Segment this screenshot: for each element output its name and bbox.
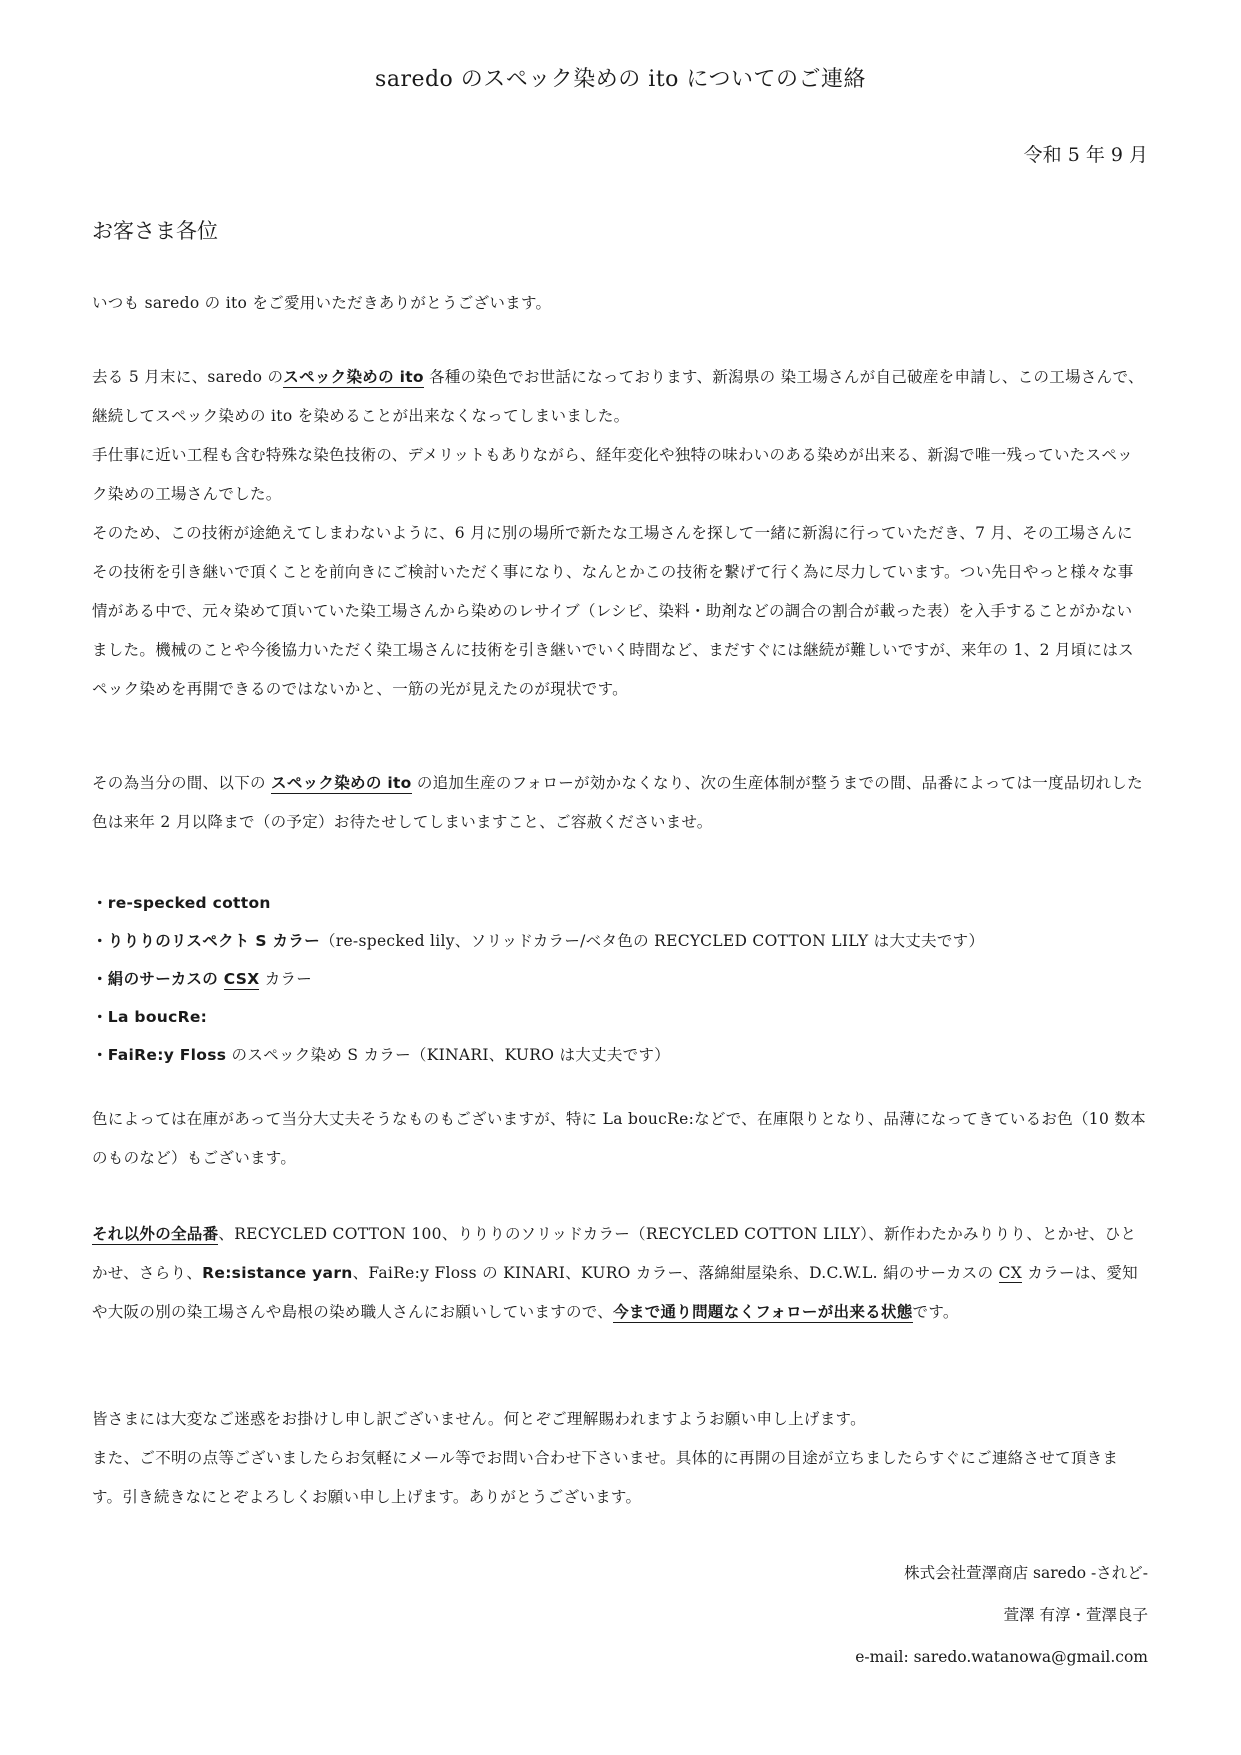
- list-item-3-rest: カラー: [259, 970, 313, 988]
- list-item-2-bold: ・りりりのリスペクト S カラー: [92, 932, 320, 950]
- list-item: [92, 884, 1148, 922]
- signature-names: 萱澤 有淳・萱澤良子: [1003, 1606, 1148, 1624]
- paragraph-stock-text: 色によっては在庫があって当分大丈夫そうなものもございますが、特に La boucRe:などで、在庫限りとなり、品薄になってきているお色（10 数本のものなど）もございます。: [92, 1110, 1146, 1167]
- document-date: 令和 5 年 9 月: [1023, 144, 1148, 166]
- closing-line1: 皆さまには大変なご迷惑をお掛けし申し訳ございません。何とぞご理解賜われますようお願い申し上げます。: [92, 1410, 866, 1428]
- paragraph-other-products: [92, 1215, 1148, 1332]
- list-item-5-rest: のスペック染め S カラー（KINARI、KURO は大丈夫です）: [226, 1046, 671, 1064]
- paragraph-other-products-text: [92, 1215, 1148, 1332]
- paragraph-closing: [92, 1400, 1148, 1517]
- paragraph-notice: [92, 764, 1148, 842]
- paragraph-announcement: [92, 358, 1148, 709]
- list-item-3-bold: ・絹のサーカスの: [92, 970, 224, 988]
- para4-highlight1: それ以外の全品番: [92, 1225, 219, 1243]
- para4-cx: CX: [998, 1264, 1023, 1282]
- salutation: お客さま各位: [92, 219, 218, 243]
- paragraph-announcement-line2: 手仕事に近い工程も含む特殊な染色技術の、デメリットもありながら、経年変化や独特の味わいのある染めが出来る、新潟で唯一残っていたスペック染めの工場さんでした。: [92, 446, 1133, 503]
- list-item: [92, 998, 1148, 1036]
- para1-highlight: スペック染めの ito: [283, 368, 424, 386]
- para1-pre: 去る 5 月末に、saredo の: [92, 368, 284, 386]
- paragraph-announcement-line3: そのため、この技術が途絶えてしまわないように、6 月に別の場所で新たな工場さんを探して一緒に新潟に行っていただき、7 月、その工場さんにその技術を引き継いで頂くことを前向きにご検討いただく事になり、なんとかこの技術を繋げて行く為に尽力しています。つい先日やっと様々な事情がある中で、元々染めて頂いていた染工場さんから染めのレサイブ（レシピ、染料・助剤などの調合の割合が載った表）を入手することがかないました。機械のことや今後協力いただく染工場さんに技術を引き継いでいく時間など、まだすぐには継続が難しいですが、来年の 1、2 月頃にはスペック染めを再開できるのではないかと、一筋の光が見えたのが現状です。: [92, 524, 1134, 698]
- affected-product-list: [92, 884, 1148, 1074]
- list-item: [92, 1036, 1148, 1074]
- list-item: [92, 922, 1148, 960]
- greeting-text: いつも saredo の ito をご愛用いただきありがとうございます。: [92, 294, 552, 312]
- list-item-3-underline: CSX: [223, 970, 260, 988]
- para4-text1: 、RECYCLED COTTON 100、りりりのソリッドカラー（RECYCLED COTTON LILY）、新作わたかみりりり、とかせ、ひとかせ、さらり、: [92, 1225, 1137, 1282]
- list-item: [92, 960, 1148, 998]
- signature-email[interactable]: e-mail: saredo.watanowa@gmail.com: [855, 1648, 1148, 1666]
- list-item-4: ・La boucRe:: [92, 1008, 208, 1026]
- closing-line2: また、ご不明の点等ございましたらお気軽にメール等でお問い合わせ下さいませ。具体的に再開の目途が立ちましたらすぐにご連絡させて頂きます。引き続きなにとぞよろしくお願い申し上げます。ありがとうございます。: [92, 1449, 1119, 1506]
- para2-rest: の追加生産のフォローが効かなくなり、次の生産体制が整うまでの間、品番によっては一度品切れした色は来年 2 月以降まで（の予定）お待たせしてしまいますこと、ご容赦くださいませ。: [92, 774, 1143, 831]
- para4-text2: 、FaiRe:y Floss の KINARI、KURO カラー、落綿紺屋染糸、D.C.W.L. 絹のサーカスの: [352, 1264, 999, 1282]
- paragraph-notice-text: [92, 764, 1148, 842]
- paragraph-stock: [92, 1100, 1148, 1178]
- document-title: saredo のスペック染めの ito についてのご連絡: [375, 67, 866, 92]
- signature-company: 株式会社萱澤商店 saredo -されど-: [904, 1564, 1148, 1582]
- para4-text3: カラーは、愛知や大阪の別の染工場さんや島根の染め職人さんにお願いしていますので、: [92, 1264, 1138, 1321]
- greeting-paragraph: [92, 284, 1148, 323]
- para2-highlight: スペック染めの ito: [271, 774, 412, 792]
- para4-highlight2: 今まで通り問題なくフォローが出来る状態: [613, 1303, 913, 1321]
- para2-pre: その為当分の間、以下の: [92, 774, 272, 792]
- list-item-2-rest: （re-specked lily、ソリッドカラー/ベタ色の RECYCLED COTTON LILY は大丈夫です）: [319, 932, 985, 950]
- para4-text4: です。: [912, 1303, 959, 1321]
- list-item-1: ・re-specked cotton: [92, 894, 271, 912]
- signature-block: [855, 1552, 1148, 1678]
- list-item-5-bold: ・FaiRe:y Floss: [92, 1046, 227, 1064]
- para1-rest: 各種の染色でお世話になっております、新潟県の 染工場さんが自己破産を申請し、この工場さんで、継続してスペック染めの ito を染めることが出来なくなってしまいました。: [92, 368, 1144, 425]
- para4-bold1: Re:sistance yarn: [202, 1264, 353, 1282]
- paragraph-announcement-line1: [92, 358, 1148, 436]
